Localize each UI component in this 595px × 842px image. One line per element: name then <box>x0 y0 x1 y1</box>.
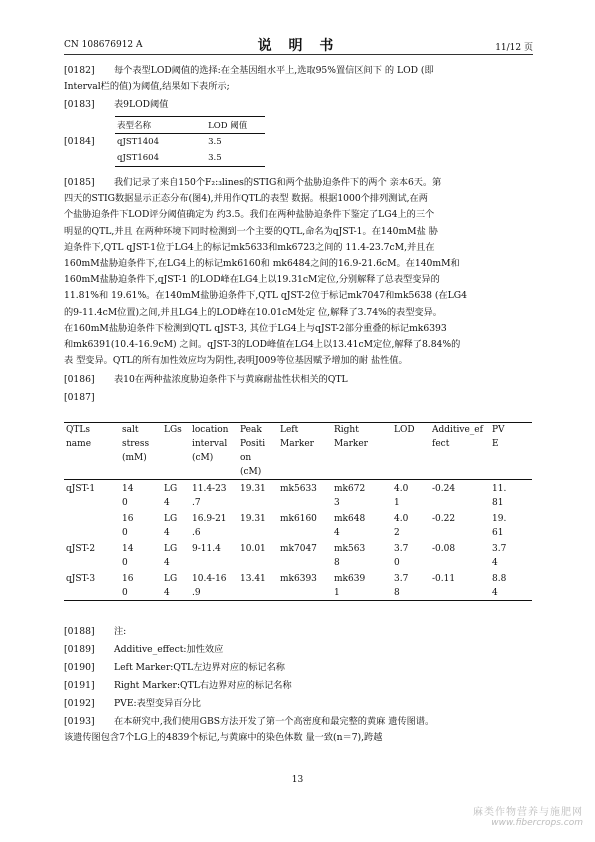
column-header-right-marker: Right Marker <box>334 425 368 449</box>
table-cell: 4.0 1 <box>394 484 409 508</box>
table-cell: qJST-3 <box>66 574 96 584</box>
column-header: LOD 阈值 <box>208 121 248 131</box>
table-row <box>115 150 265 167</box>
column-header-location-interval: location interval (cM) <box>192 425 229 463</box>
table-cell: 19. 61 <box>492 514 507 538</box>
table-cell: 3.5 <box>208 137 222 147</box>
table-cell: 3.5 <box>208 153 222 163</box>
table-cell: 3.7 8 <box>394 574 409 598</box>
paragraph-line: 该遗传图包含7个LG上的4839个标记,与黄麻中的染色体数 量一致(n＝7),跨越 <box>64 732 383 744</box>
table-cell: -0.24 <box>432 484 456 494</box>
page-number: 13 <box>291 775 304 785</box>
header-divider <box>64 54 533 55</box>
table-cell: LG 4 <box>164 514 178 538</box>
table-cell: qJST-2 <box>66 544 96 554</box>
column-header-peak-position: Peak Positi on (cM) <box>240 425 266 477</box>
table-cell: mk5633 <box>280 484 317 494</box>
paragraph-number: [0192] <box>64 698 95 709</box>
table-cell: 3.7 0 <box>394 544 409 568</box>
table-cell: qJST1404 <box>117 137 159 147</box>
paragraph-number: [0193] <box>64 716 95 727</box>
paragraph-line: 160mM盐胁迫条件下,qJST-1 的LOD峰在LG4上以19.31cM定位,分别解释了总表型变异的 <box>64 274 440 286</box>
table-row <box>64 510 532 540</box>
page-header <box>64 38 533 52</box>
paragraph-number: [0191] <box>64 680 95 691</box>
table-cell: 10.4-16 .9 <box>192 574 227 598</box>
table-cell: qJST-1 <box>66 484 96 494</box>
table-cell: -0.08 <box>432 544 456 554</box>
table-cell: -0.22 <box>432 514 456 524</box>
paragraph-number: [0189] <box>64 644 95 655</box>
note-text: Right Marker:QTL右边界对应的标记名称 <box>114 680 292 691</box>
paragraph-line: Interval栏的值)为阈值,结果如下表所示; <box>64 81 230 93</box>
table-row <box>115 134 265 151</box>
paragraph-line: 个盐胁迫条件下LOD评分阈值确定为 约3.5。我们在两种盐胁迫条件下鉴定了LG4上的三个 <box>64 209 435 221</box>
table-cell: mk648 4 <box>334 514 366 538</box>
table-cell: mk6393 <box>280 574 317 584</box>
paragraph-0189 <box>64 642 532 658</box>
table-cell: 3.7 4 <box>492 544 507 568</box>
column-header-qtls: QTLs name <box>66 425 92 449</box>
table-cell: -0.11 <box>432 574 456 584</box>
paragraph-number: [0187] <box>64 392 95 403</box>
note-heading: 注: <box>114 626 127 637</box>
table-cell: 19.31 <box>240 514 266 524</box>
paragraph-line: 160mM盐胁迫条件下,在LG4上的标记mk6160和 mk6484之间的16.9-21.6cM。在140mM和 <box>64 258 460 270</box>
table9-caption: 表9LOD阈值 <box>114 99 169 110</box>
column-header: 表型名称 <box>117 121 152 131</box>
paragraph-0187 <box>64 390 532 406</box>
table-cell: 10.01 <box>240 544 266 554</box>
paragraph-0192 <box>64 696 532 712</box>
note-text: PVE:表型变异百分比 <box>114 698 201 709</box>
table-header-row <box>115 117 265 134</box>
paragraph-number: [0184] <box>64 136 95 147</box>
column-header-lod: LOD <box>394 425 415 435</box>
qtl-table <box>64 422 532 601</box>
table-cell: qJST1604 <box>117 153 159 163</box>
paragraph-line: 在160mM盐胁迫条件下检测到QTL qJST-3, 其位于LG4上与qJST-2部分重叠的标记mk6393 <box>64 322 447 334</box>
column-header-additive-effect: Additive_ef fect <box>432 425 483 449</box>
paragraph-line: 每个表型LOD阈值的选择:在全基因组水平上,选取95%置信区间下 的 LOD (即 <box>114 65 434 76</box>
paragraph-0188 <box>64 624 532 640</box>
paragraph-number: [0185] <box>64 177 95 188</box>
lod-threshold-table <box>115 116 265 167</box>
paragraph-number: [0188] <box>64 626 95 637</box>
paragraph-line: 和mk6391(10.4-16.9cM) 之间。qJST-3的LOD峰值在LG4上以13.41cM定位,解释了8.84%的 <box>64 339 461 351</box>
table-cell: 11. 81 <box>492 484 507 508</box>
table-cell: LG 4 <box>164 484 178 508</box>
table-cell: 11.4-23 .7 <box>192 484 227 508</box>
patent-number: CN 108676912 A <box>64 40 143 50</box>
page-counter: 11/12 页 <box>495 43 533 53</box>
column-header-left-marker: Left Marker <box>280 425 314 449</box>
watermark-title: 麻类作物营养与施肥网 <box>473 807 583 818</box>
column-header-pve: PV E <box>492 425 505 449</box>
table-cell: 8.8 4 <box>492 574 507 598</box>
table10-caption: 表10在两种盐浓度胁迫条件下与黄麻耐盐性状相关的QTL <box>114 374 348 385</box>
note-text: Additive_effect:加性效应 <box>114 644 224 655</box>
table-cell: 9-11.4 <box>192 544 221 554</box>
table-cell: 19.31 <box>240 484 266 494</box>
paragraph-number: [0183] <box>64 99 95 110</box>
paragraph-number: [0190] <box>64 662 95 673</box>
table-cell: mk7047 <box>280 544 317 554</box>
paragraph-0182 <box>64 63 532 95</box>
paragraph-line: 在本研究中,我们使用GBS方法开发了第一个高密度和最完整的黄麻 遗传图谱。 <box>114 716 435 727</box>
table-row <box>64 480 532 511</box>
watermark-url: www.fibercrops.com <box>491 818 583 828</box>
paragraph-0186 <box>64 372 532 388</box>
table-header-row <box>64 423 532 480</box>
table-cell: 14 0 <box>122 484 134 508</box>
table-cell: 14 0 <box>122 544 134 568</box>
table-cell: 16 0 <box>122 574 134 598</box>
paragraph-0190 <box>64 660 532 676</box>
table-cell: 16.9-21 .6 <box>192 514 227 538</box>
paragraph-line: 迫条件下,QTL qJST-1位于LG4上的标记mk5633和mk6723之间的 11.4-23.7cM,并且在 <box>64 241 435 253</box>
table-cell: mk639 1 <box>334 574 366 598</box>
table-row <box>64 570 532 601</box>
paragraph-0185 <box>64 175 532 369</box>
table-cell <box>64 510 120 540</box>
column-header-salt-stress: salt stress (mM) <box>122 425 150 463</box>
table-cell: mk6160 <box>280 514 317 524</box>
table-cell: 13.41 <box>240 574 266 584</box>
paragraph-line: 的9-11.4cM位置)之间,并且LG4上的LOD峰在10.01cM处定 位,解释了3.74%的表型变异。 <box>64 306 442 318</box>
paragraph-0183 <box>64 97 532 113</box>
table-cell: LG 4 <box>164 544 178 568</box>
table-cell: 4.0 2 <box>394 514 409 538</box>
note-text: Left Marker:QTL左边界对应的标记名称 <box>114 662 285 673</box>
paragraph-number: [0182] <box>64 65 95 76</box>
table-cell: mk563 8 <box>334 544 366 568</box>
paragraph-0193 <box>64 714 532 746</box>
paragraph-0191 <box>64 678 532 694</box>
watermark <box>473 803 583 828</box>
table-cell: mk672 3 <box>334 484 366 508</box>
table-row <box>64 540 532 570</box>
paragraph-number: [0186] <box>64 374 95 385</box>
paragraph-line: 表 型变异。QTL的所有加性效应均为阴性,表明J009等位基因赋予增加的耐 盐性值。 <box>64 355 408 367</box>
document-title: 说 明 书 <box>257 38 340 54</box>
table-cell: 16 0 <box>122 514 134 538</box>
table-cell: LG 4 <box>164 574 178 598</box>
paragraph-line: 明显的QTL,并且 在两种环境下同时检测到一个主要的QTL,命名为qJST-1。在140mM盐 胁 <box>64 225 438 237</box>
paragraph-line: 四天的STIG数据显示正态分布(图4),并用作QTL的表型 数据。根据1000个排列测试,在两 <box>64 193 428 205</box>
paragraph-line: 我们记录了来自150个F₂:₃lines的STIG和两个盐胁迫条件下的两个 亲本6天。第 <box>114 177 442 188</box>
column-header-lgs: LGs <box>164 425 182 435</box>
paragraph-line: 11.81%和 19.61%。在140mM盐胁迫条件下,QTL qJST-2位于标记mk7047和mk5638 (在LG4 <box>64 290 467 302</box>
